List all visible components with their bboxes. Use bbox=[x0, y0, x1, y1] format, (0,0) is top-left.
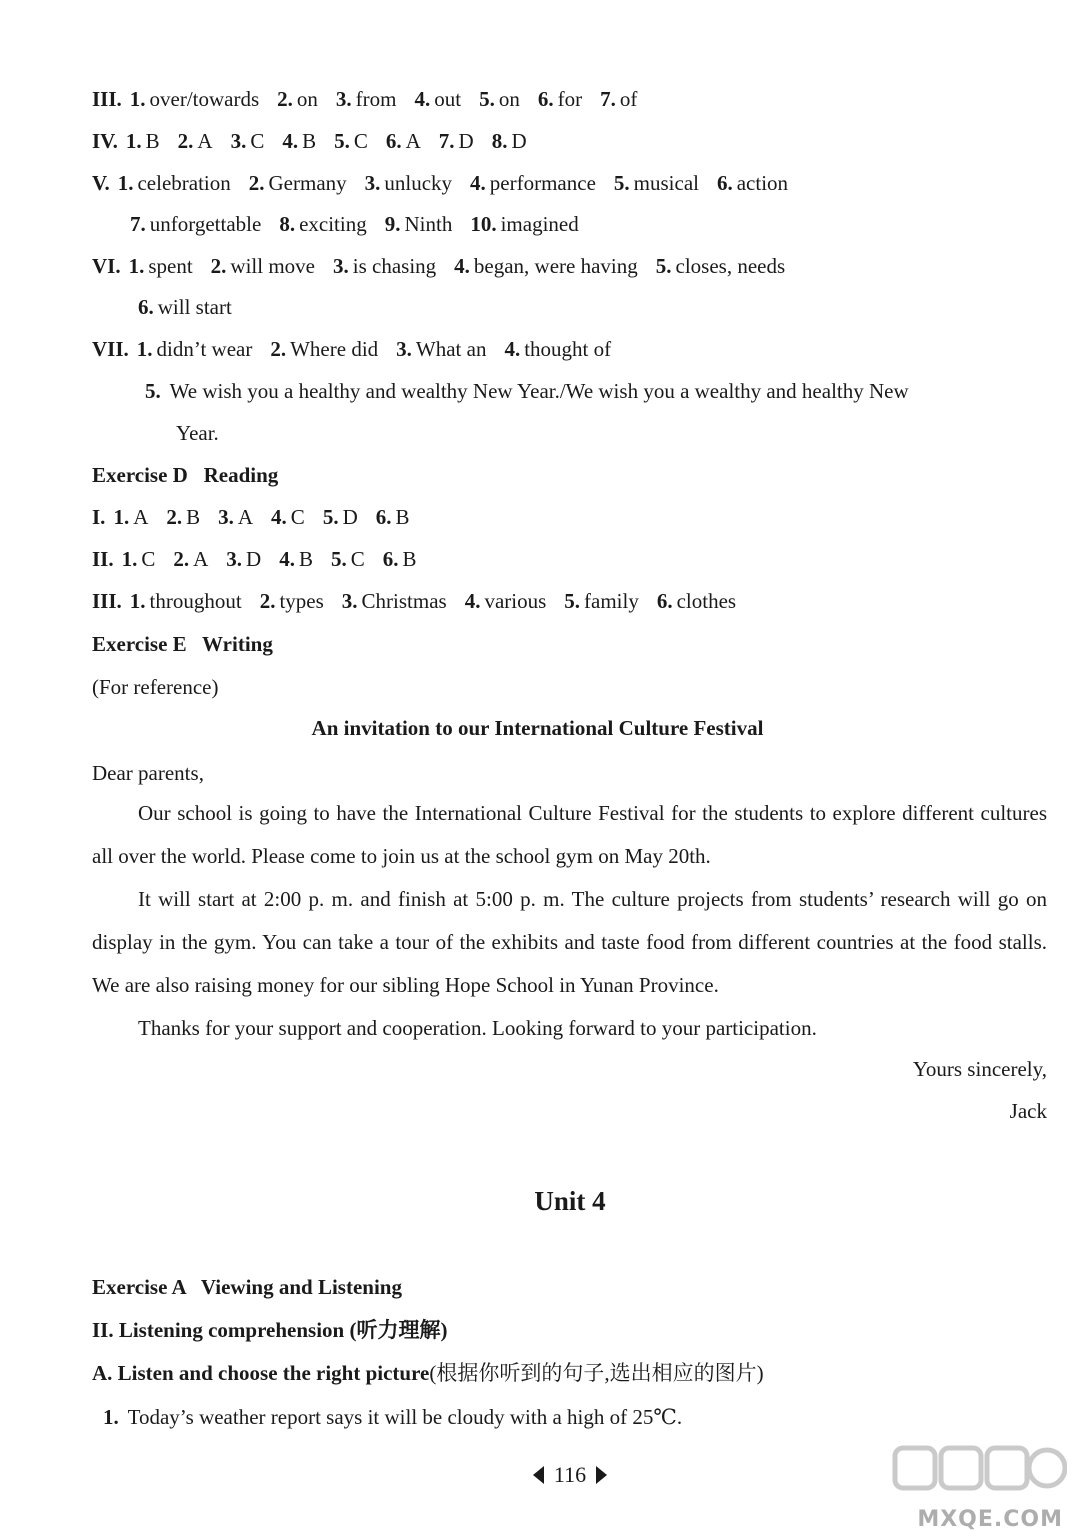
answer-text: B bbox=[402, 547, 417, 571]
answer-item bbox=[218, 505, 253, 529]
answer-text: is chasing bbox=[352, 254, 437, 278]
answer-text: will move bbox=[230, 254, 315, 278]
answer-item bbox=[118, 171, 231, 195]
answer-number: 6. bbox=[375, 505, 392, 529]
letter-title: An invitation to our International Culture Festival bbox=[311, 716, 764, 740]
answer-text: spent bbox=[148, 254, 193, 278]
answer-item bbox=[271, 505, 305, 529]
answer-text: imagined bbox=[500, 212, 579, 236]
answer-item bbox=[333, 254, 436, 278]
answer-number: 2. bbox=[173, 547, 190, 571]
answer-text: C bbox=[353, 129, 368, 153]
answer-item bbox=[386, 129, 421, 153]
answer-text: Ninth bbox=[404, 212, 453, 236]
letter-greeting: Dear parents, bbox=[92, 761, 204, 785]
answer-item bbox=[504, 337, 611, 361]
answer-text: Where did bbox=[290, 337, 379, 361]
answer-number: 1. bbox=[125, 129, 142, 153]
letter-paragraph-3: Thanks for your support and cooperation. Looking forward to your participation. bbox=[138, 1016, 817, 1040]
answer-number: 2. bbox=[248, 171, 265, 195]
answer-item bbox=[614, 171, 699, 195]
answer-text: A bbox=[197, 129, 213, 153]
answer-item bbox=[226, 547, 261, 571]
answer-item bbox=[173, 547, 208, 571]
answer-number: 2. bbox=[270, 337, 287, 361]
answer-number: 8. bbox=[491, 129, 508, 153]
answer-item bbox=[656, 254, 785, 278]
answer-item bbox=[385, 212, 453, 236]
page-number: 116 bbox=[553, 1462, 587, 1487]
reference-note: (For reference) bbox=[92, 675, 219, 699]
answer-text: C bbox=[250, 129, 265, 153]
answer-item bbox=[249, 171, 347, 195]
answer-number: 4. bbox=[470, 171, 486, 195]
answer-text: celebration bbox=[137, 171, 231, 195]
answer-text: types bbox=[279, 589, 324, 613]
answer-number: 6. bbox=[138, 295, 154, 319]
unit3-VI-row: VI. 1. spent 2. will move 3. is chasing 4. began, were having 5. closes, needs bbox=[92, 254, 786, 278]
letter-closing: Yours sincerely, bbox=[912, 1057, 1047, 1081]
answer-text: A bbox=[237, 505, 254, 529]
answer-item bbox=[454, 254, 638, 278]
answer-number: 1. bbox=[136, 337, 153, 361]
answer-text: from bbox=[355, 87, 397, 111]
answer-number: 5. bbox=[655, 254, 672, 278]
answer-text: C bbox=[290, 505, 305, 529]
answer-text: D bbox=[342, 505, 358, 529]
answer-text: of bbox=[619, 87, 638, 111]
answer-item bbox=[342, 589, 447, 613]
answer-number: 2. bbox=[166, 505, 183, 529]
unit4-section-a-heading: A. Listen and choose the right picture(根据你听到的句子,选出相应的图片) bbox=[92, 1361, 764, 1385]
answer-number: 5. bbox=[479, 87, 495, 111]
answer-text: B bbox=[395, 505, 410, 529]
answer-item bbox=[376, 505, 410, 529]
unit3-VII-row: VII. 1. didn’t wear 2. Where did 3. What an 4. thought of bbox=[92, 337, 612, 361]
answer-item bbox=[122, 547, 156, 571]
answer-text: throughout bbox=[149, 589, 242, 613]
answer-text: family bbox=[584, 589, 639, 613]
answer-text: A bbox=[405, 129, 421, 153]
answer-item bbox=[166, 505, 200, 529]
answer-item bbox=[282, 129, 316, 153]
answer-item bbox=[178, 129, 213, 153]
answer-item bbox=[657, 589, 736, 613]
answer-number: 10. bbox=[470, 212, 497, 236]
answer-item bbox=[600, 87, 637, 111]
answer-text: thought of bbox=[524, 337, 612, 361]
answer-text: B bbox=[145, 129, 160, 153]
letter-paragraph-2: It will start at 2:00 p. m. and finish at 5:00 p. m. The culture projects from students’ research will go on display in the gym. You can take a tour of the exhibits and taste food from different countries at the food stalls. We are also raising money for our sibling Hope School in Yunan Province. bbox=[92, 887, 1047, 997]
answer-item bbox=[396, 337, 486, 361]
answer-text: out bbox=[434, 87, 462, 111]
exercise-e-heading: Exercise E Writing bbox=[92, 632, 273, 656]
exercise-d-heading: Exercise D Reading bbox=[92, 463, 279, 487]
answer-text: C bbox=[350, 547, 365, 571]
unit4-listening-heading: II. Listening comprehension (听力理解) bbox=[92, 1318, 448, 1342]
answer-number: 5. bbox=[334, 129, 350, 153]
answer-number: 1. bbox=[121, 547, 138, 571]
answer-number: 1. bbox=[113, 505, 130, 529]
answer-item bbox=[439, 129, 474, 153]
unit3-V-row: V. 1. celebration 2. Germany 3. unlucky 4. performance 5. musical 6. action bbox=[92, 171, 789, 195]
answer-text: D bbox=[511, 129, 527, 153]
answer-number: 2. bbox=[177, 129, 194, 153]
answer-item bbox=[415, 87, 462, 111]
answer-text: musical bbox=[633, 171, 699, 195]
answer-number: 6. bbox=[716, 171, 733, 195]
answer-number: 7. bbox=[130, 212, 146, 236]
answer-number: 7. bbox=[438, 129, 455, 153]
answer-text: D bbox=[246, 547, 262, 571]
answer-item bbox=[279, 547, 313, 571]
answer-item bbox=[270, 337, 378, 361]
answer-text: on bbox=[296, 87, 318, 111]
answer-number: 4. bbox=[454, 254, 470, 278]
answer-number: 3. bbox=[341, 589, 358, 613]
answer-item bbox=[564, 589, 639, 613]
answer-text: A bbox=[133, 505, 149, 529]
answer-text: C bbox=[141, 547, 156, 571]
answer-number: 4. bbox=[414, 87, 431, 111]
answer-item bbox=[279, 212, 366, 236]
answer-item bbox=[470, 171, 596, 195]
answer-number: 3. bbox=[333, 254, 349, 278]
answer-item bbox=[130, 589, 242, 613]
answer-text: exciting bbox=[299, 212, 367, 236]
answer-text: B bbox=[298, 547, 313, 571]
answer-number: 1. bbox=[129, 589, 146, 613]
answer-text: unforgettable bbox=[149, 212, 262, 236]
answer-number: 4. bbox=[464, 589, 481, 613]
answer-number: 3. bbox=[335, 87, 352, 111]
answer-text: A bbox=[193, 547, 209, 571]
answer-text: Germany bbox=[268, 171, 347, 195]
answer-text: began, were having bbox=[473, 254, 638, 278]
answer-text: action bbox=[736, 171, 789, 195]
answer-text: performance bbox=[489, 171, 596, 195]
answer-item bbox=[231, 129, 265, 153]
answer-number: 6. bbox=[537, 87, 554, 111]
answer-text: Christmas bbox=[361, 589, 447, 613]
answer-item bbox=[126, 129, 160, 153]
answer-number: 6. bbox=[382, 547, 399, 571]
answer-number: 4. bbox=[282, 129, 299, 153]
answer-number: 2. bbox=[277, 87, 293, 111]
answer-text: What an bbox=[415, 337, 487, 361]
answer-item bbox=[538, 87, 582, 111]
answer-number: 5. bbox=[330, 547, 347, 571]
answer-item bbox=[323, 505, 358, 529]
prev-triangle-icon bbox=[533, 1466, 544, 1484]
unit-4-heading: Unit 4 bbox=[534, 1186, 606, 1216]
answer-number: 3. bbox=[218, 505, 234, 529]
answer-item bbox=[465, 589, 547, 613]
answer-number: 1. bbox=[128, 254, 145, 278]
answer-text: closes, needs bbox=[675, 254, 786, 278]
unit3-III-row: III. 1. over/towards 2. on 3. from 4. out 5. on 6. for 7. of bbox=[92, 87, 638, 111]
answer-text: B bbox=[186, 505, 201, 529]
answer-item bbox=[336, 87, 397, 111]
answer-number: 4. bbox=[504, 337, 521, 361]
answer-number: 1. bbox=[129, 87, 146, 111]
answer-item bbox=[129, 254, 193, 278]
letter-paragraph-1: Our school is going to have the International Culture Festival for the students to explore different cultures all over the world. Please come to join us at the school gym on May 20th. bbox=[92, 801, 1047, 868]
answer-number: 3. bbox=[226, 547, 243, 571]
answer-item bbox=[717, 171, 788, 195]
answer-text: clothes bbox=[676, 589, 737, 613]
answer-number: 3. bbox=[396, 337, 412, 361]
answer-item bbox=[138, 295, 232, 319]
answer-text: various bbox=[484, 589, 547, 613]
answer-text: over/towards bbox=[149, 87, 260, 111]
answer-number: 5. bbox=[613, 171, 630, 195]
answer-text: will start bbox=[157, 295, 232, 319]
answer-item bbox=[470, 212, 578, 236]
answer-item bbox=[211, 254, 315, 278]
exercise-d-III-row: III. 1. throughout 2. types 3. Christmas 4. various 5. family 6. clothes bbox=[92, 589, 737, 613]
unit3-VII-item5-cont: Year. bbox=[176, 421, 219, 445]
answer-number: 8. bbox=[279, 212, 296, 236]
answer-text: B bbox=[302, 129, 317, 153]
answer-item bbox=[113, 505, 148, 529]
answer-text: on bbox=[498, 87, 520, 111]
answer-number: 9. bbox=[384, 212, 401, 236]
watermark-text: MXQE.COM bbox=[917, 1507, 1063, 1532]
answer-number: 7. bbox=[600, 87, 616, 111]
unit3-VII-item5: 5. We wish you a healthy and wealthy New Year./We wish you a wealthy and healthy New bbox=[145, 379, 909, 403]
answer-number: 4. bbox=[271, 505, 287, 529]
answer-number: 2. bbox=[210, 254, 227, 278]
answer-number: 1. bbox=[117, 171, 134, 195]
answer-item bbox=[260, 589, 324, 613]
unit3-IV-row: IV. 1. B 2. A 3. C 4. B 5. C 6. A 7. D 8. D bbox=[92, 129, 527, 153]
answer-number: 3. bbox=[364, 171, 381, 195]
answer-number: 6. bbox=[385, 129, 402, 153]
answer-number: 5. bbox=[564, 589, 581, 613]
answer-number: 5. bbox=[322, 505, 339, 529]
answer-item bbox=[130, 87, 259, 111]
answer-text: didn’t wear bbox=[156, 337, 253, 361]
next-triangle-icon bbox=[596, 1466, 607, 1484]
unit4-exercise-a-heading: Exercise A Viewing and Listening bbox=[92, 1275, 402, 1299]
answer-number: 3. bbox=[230, 129, 247, 153]
answer-item bbox=[383, 547, 417, 571]
answer-number: 2. bbox=[259, 589, 276, 613]
answer-text: for bbox=[557, 87, 583, 111]
exercise-d-II-row: II. 1. C 2. A 3. D 4. B 5. C 6. B bbox=[92, 547, 417, 571]
letter-signature: Jack bbox=[1009, 1099, 1047, 1123]
unit4-question-1: 1. Today’s weather report says it will be cloudy with a high of 25℃. bbox=[103, 1405, 683, 1429]
unit3-V-row-cont bbox=[130, 214, 597, 235]
answer-text: unlucky bbox=[384, 171, 453, 195]
answer-text: D bbox=[458, 129, 474, 153]
answer-item bbox=[492, 129, 527, 153]
answer-item bbox=[130, 212, 261, 236]
answer-number: 4. bbox=[279, 547, 295, 571]
exercise-d-I-row: I. 1. A 2. B 3. A 4. C 5. D 6. B bbox=[92, 505, 410, 529]
answer-item bbox=[365, 171, 452, 195]
unit3-VI-row-cont bbox=[138, 297, 250, 318]
answer-item bbox=[137, 337, 253, 361]
answer-item bbox=[479, 87, 520, 111]
answer-item bbox=[331, 547, 365, 571]
answer-number: 6. bbox=[656, 589, 673, 613]
answer-item bbox=[334, 129, 368, 153]
answer-item bbox=[277, 87, 318, 111]
